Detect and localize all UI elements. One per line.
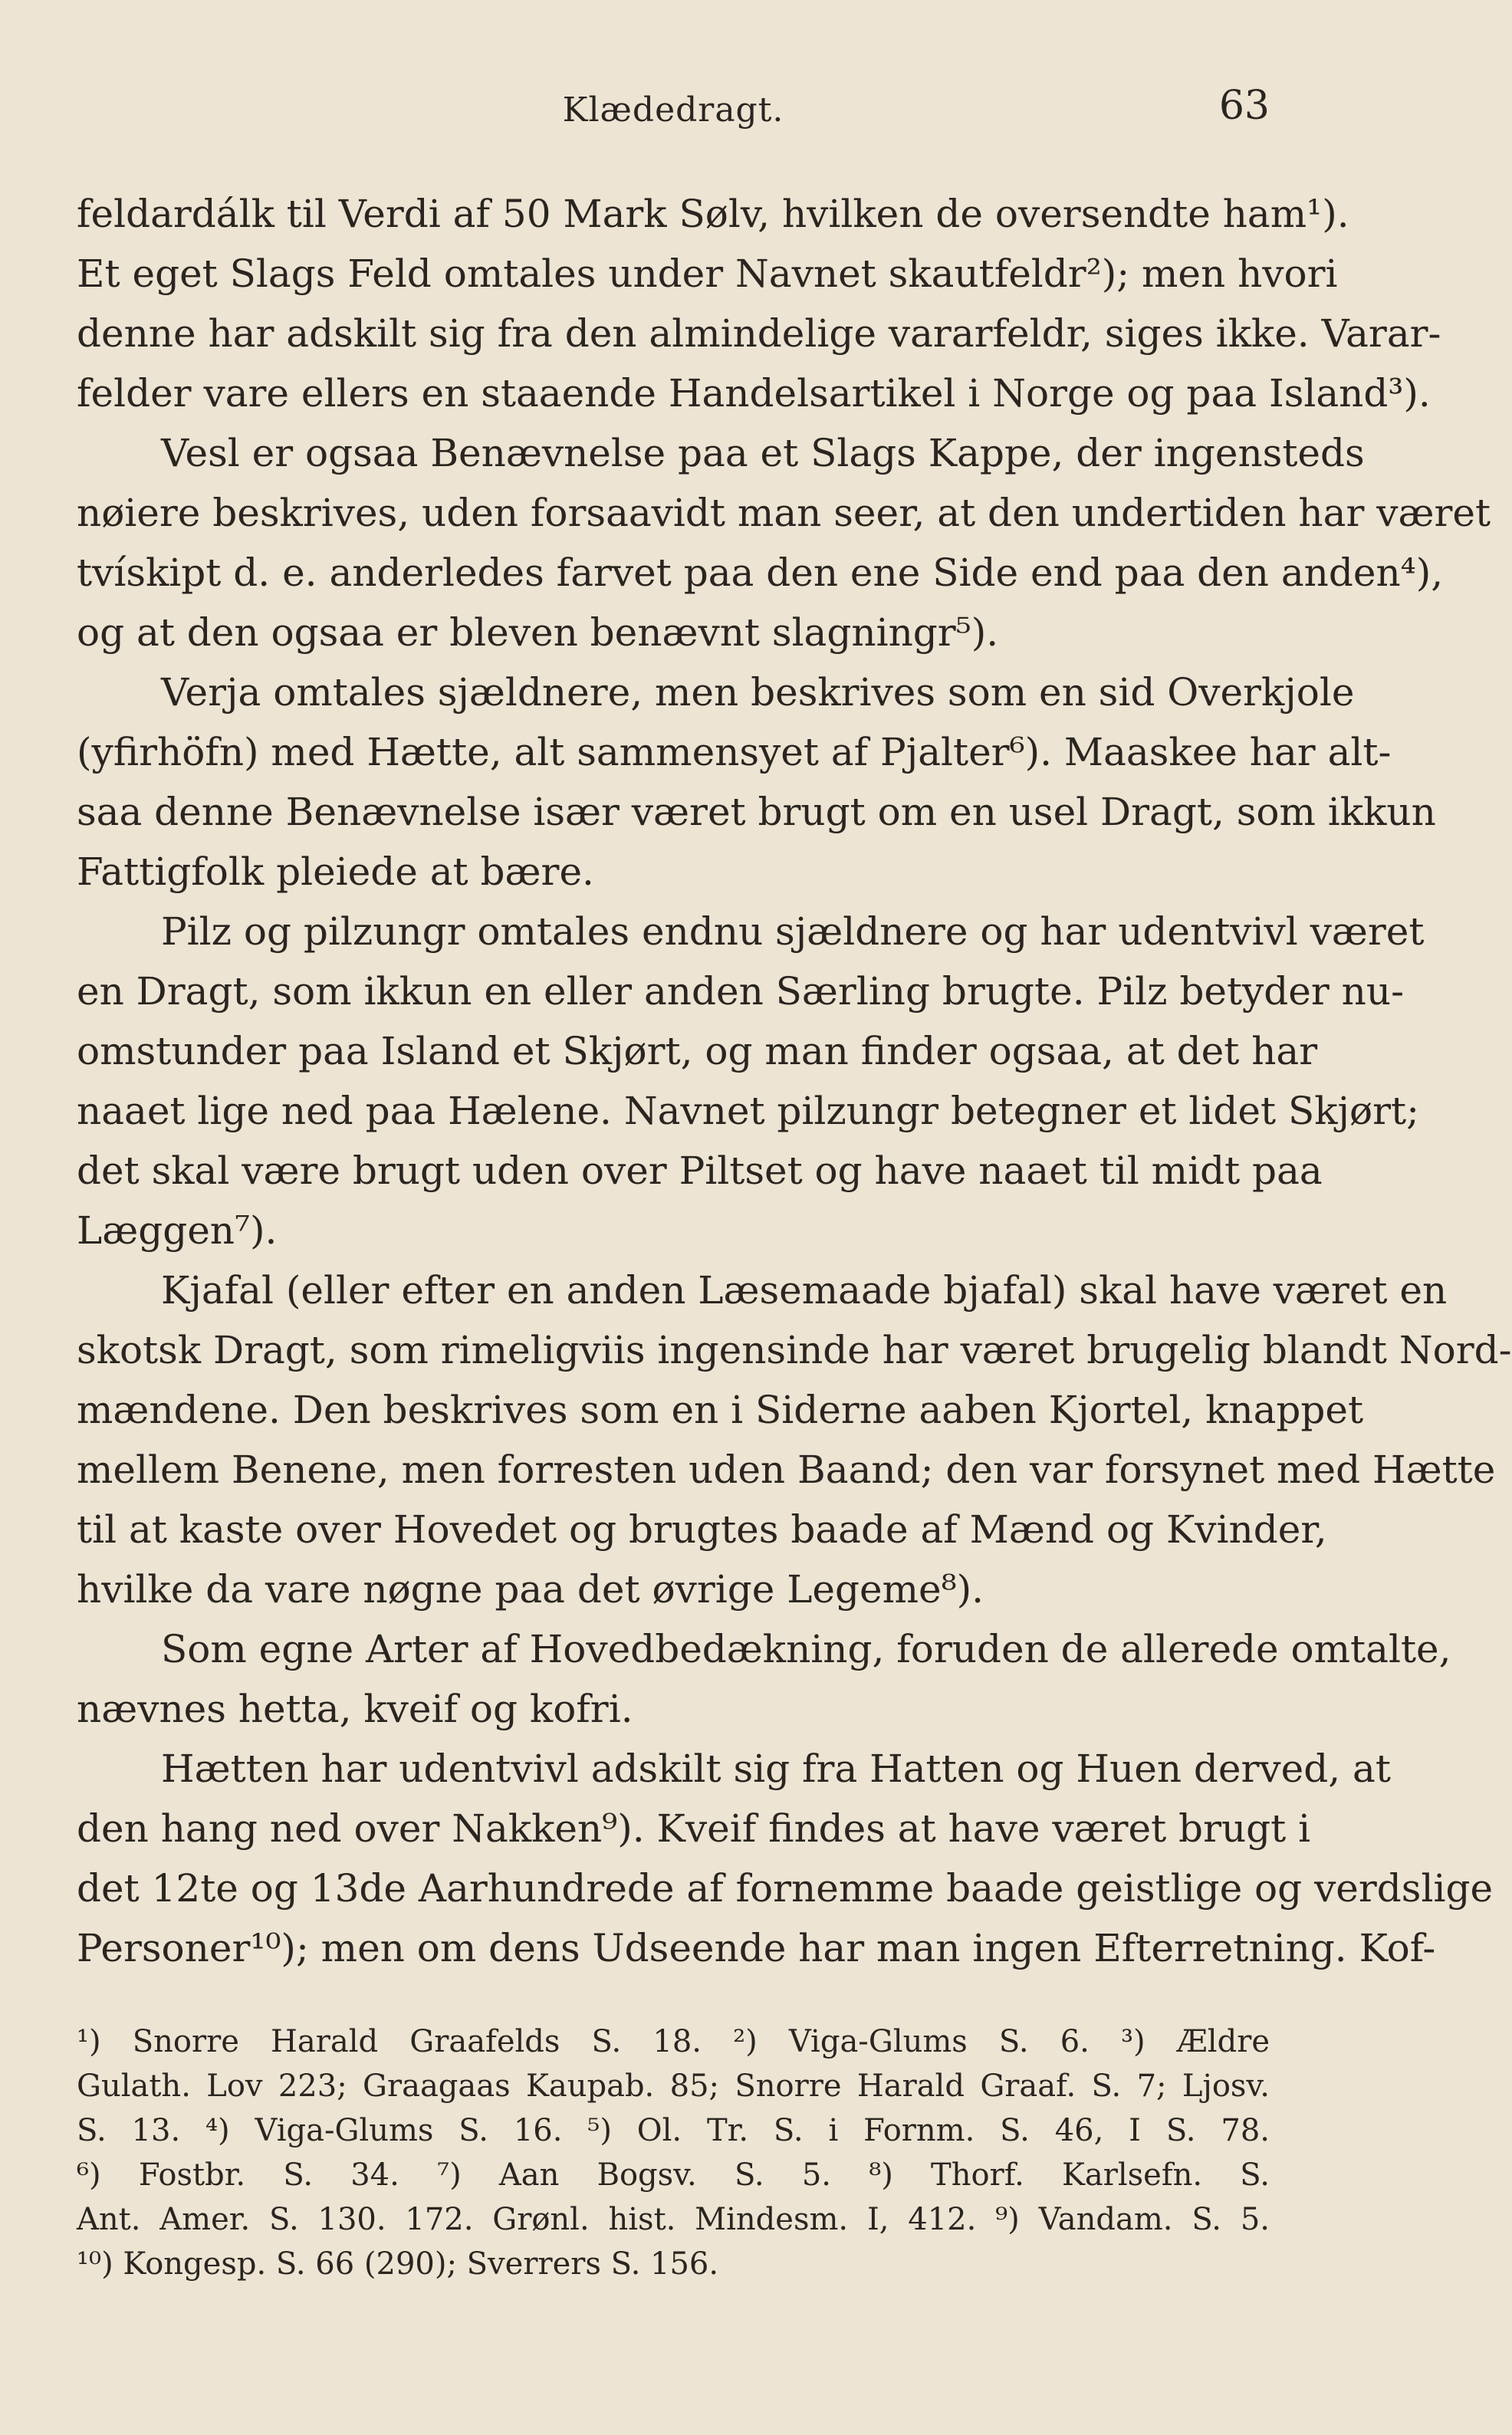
paragraph <box>77 423 1491 662</box>
text-line: Fattigfolk pleiede at bære. <box>77 849 594 894</box>
text-line: skotsk Dragt, som rimeligviis ingensinde har været brugelig blandt Nord- <box>77 1328 1512 1372</box>
text-line: omstunder paa Island et Skjørt, og man finder ogsaa, at det har <box>77 1029 1318 1073</box>
footnote-line: ¹⁰) Kongesp. S. 66 (290); Sverrers S. 156. <box>77 2246 719 2282</box>
footnote-line: Gulath. Lov 223; Graagaas Kaupab. 85; Snorre Harald Graaf. S. 7; Ljosv. <box>77 2069 1270 2104</box>
text-line: mellem Benene, men forresten uden Baand; den var forsynet med Hætte <box>77 1448 1496 1492</box>
footnote-line: ⁶) Fostbr. S. 34. ⁷) Aan Bogsv. S. 5. ⁸) Thorf. Karlsefn. S. <box>77 2157 1270 2193</box>
text-line: Som egne Arter af Hovedbedækning, foruden de allerede omtalte, <box>161 1627 1451 1671</box>
text-line: til at kaste over Hovedet og brugtes baade af Mænd og Kvinder, <box>77 1507 1327 1552</box>
text-line: Læggen⁷). <box>77 1208 278 1253</box>
running-head <box>77 77 1270 138</box>
text-line: nævnes hetta, kveif og kofri. <box>77 1687 633 1731</box>
text-line: denne har adskilt sig fra den almindelige vararfeldr, siges ikke. Varar- <box>77 311 1441 356</box>
text-line: Verja omtales sjældnere, men beskrives som en sid Overkjole <box>161 670 1355 715</box>
text-line: nøiere beskrives, uden forsaavidt man seer, at den undertiden har været <box>77 491 1491 535</box>
text-line: den hang ned over Nakken⁹). Kveif findes at have været brugt i <box>77 1806 1311 1851</box>
text-line: Pilz og pilzungr omtales endnu sjældnere og har udentvivl været <box>161 909 1425 954</box>
body-text <box>77 184 1512 1978</box>
paragraph <box>77 1739 1494 1978</box>
page-number: 63 <box>1218 83 1270 129</box>
running-title: Klædedragt. <box>562 90 784 130</box>
text-line: naaet lige ned paa Hælene. Navnet pilzungr betegner et lidet Skjørt; <box>77 1089 1419 1133</box>
footnote-line: S. 13. ⁴) Viga-Glums S. 16. ⁵) Ol. Tr. S. i Fornm. S. 46, I S. 78. <box>77 2113 1270 2148</box>
text-line: det skal være brugt uden over Piltset og have naaet til midt paa <box>77 1148 1323 1193</box>
text-line: Hætten har udentvivl adskilt sig fra Hatten og Huen derved, at <box>161 1747 1391 1791</box>
text-line: og at den ogsaa er bleven benævnt slagningr⁵). <box>77 610 999 655</box>
text-line: Kjafal (eller efter en anden Læsemaade bjafal) skal have været en <box>161 1268 1448 1313</box>
footnote-line: Ant. Amer. S. 130. 172. Grønl. hist. Mindesm. I, 412. ⁹) Vandam. S. 5. <box>77 2202 1270 2237</box>
text-line: hvilke da vare nøgne paa det øvrige Legeme⁸). <box>77 1567 984 1612</box>
footnote-line: ¹) Snorre Harald Graafelds S. 18. ²) Viga-Glums S. 6. ³) Ældre <box>77 2024 1270 2059</box>
paragraph <box>77 902 1425 1260</box>
text-line: mændene. Den beskrives som en i Siderne aaben Kjortel, knappet <box>77 1388 1364 1432</box>
paragraph <box>77 184 1441 423</box>
text-line: (yfirhöfn) med Hætte, alt sammensyet af Pjalter⁶). Maaskee har alt- <box>77 730 1392 774</box>
paragraph <box>77 1260 1512 1619</box>
text-line: en Dragt, som ikkun en eller anden Særling brugte. Pilz betyder nu- <box>77 969 1404 1014</box>
text-line: tvískipt d. e. anderledes farvet paa den ene Side end paa den anden⁴), <box>77 550 1444 595</box>
text-line: Vesl er ogsaa Benævnelse paa et Slags Kappe, der ingensteds <box>161 431 1365 475</box>
paragraph <box>77 662 1436 902</box>
text-line: Personer¹⁰); men om dens Udseende har man ingen Efterretning. Kof- <box>77 1926 1436 1970</box>
footnotes <box>77 2019 1270 2286</box>
paragraph <box>77 1619 1451 1739</box>
text-line: felder vare ellers en staaende Handelsartikel i Norge og paa Island³). <box>77 371 1431 416</box>
text-line: det 12te og 13de Aarhundrede af fornemme baade geistlige og verdslige <box>77 1866 1494 1911</box>
text-line: Et eget Slags Feld omtales under Navnet skautfeldr²); men hvori <box>77 251 1338 296</box>
text-line: feldardálk til Verdi af 50 Mark Sølv, hvilken de oversendte ham¹). <box>77 192 1349 236</box>
text-line: saa denne Benævnelse især været brugt om en usel Dragt, som ikkun <box>77 790 1436 834</box>
